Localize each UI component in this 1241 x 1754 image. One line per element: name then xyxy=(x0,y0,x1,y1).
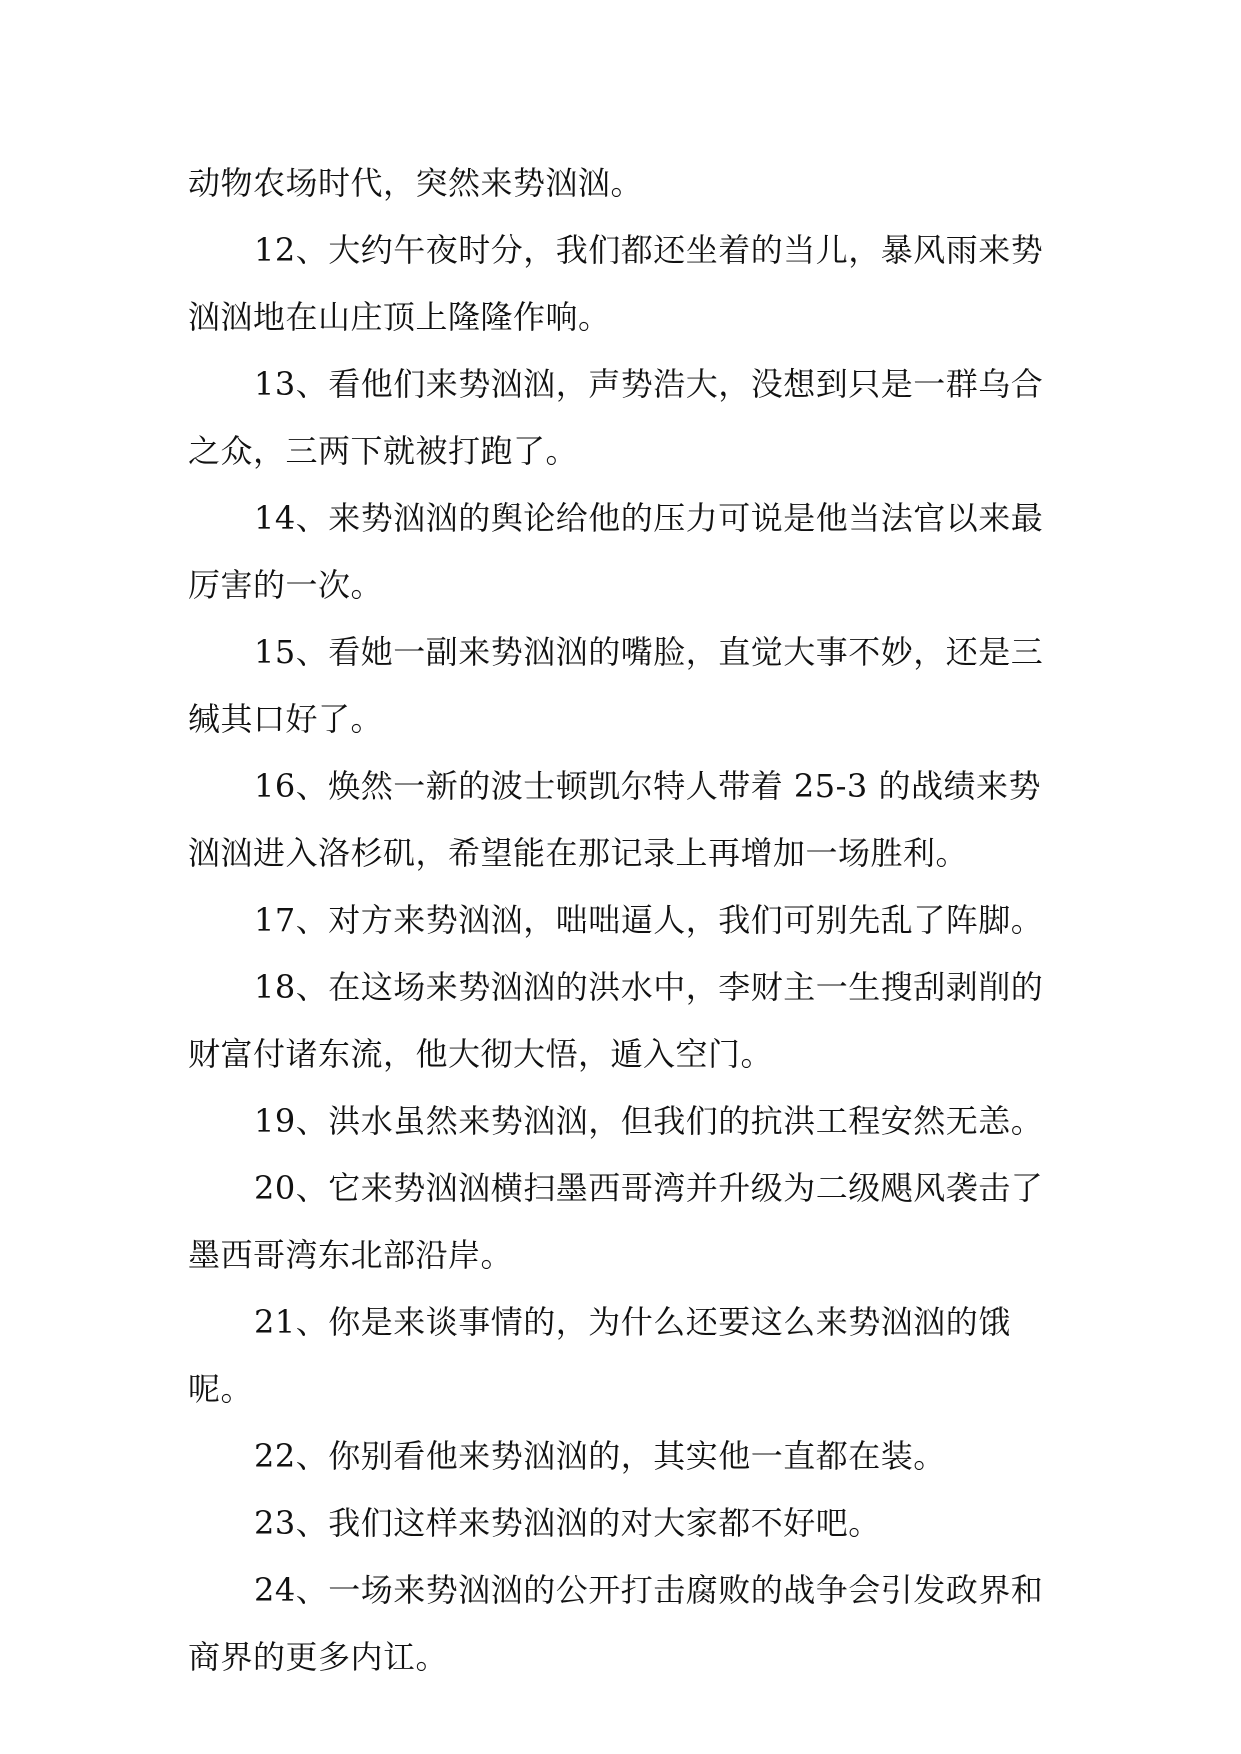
paragraph-item-24: 24、一场来势汹汹的公开打击腐败的战争会引发政界和商界的更多内讧。 xyxy=(188,1571,1044,1676)
paragraph-item-12: 12、大约午夜时分，我们都还坐着的当儿，暴风雨来势汹汹地在山庄顶上隆隆作响。 xyxy=(188,231,1044,336)
paragraph-item-16: 16、焕然一新的波士顿凯尔特人带着 25-3 的战绩来势汹汹进入洛杉矶，希望能在那记录上再增加一场胜利。 xyxy=(188,767,1041,872)
paragraph-item-13: 13、看他们来势汹汹，声势浩大，没想到只是一群乌合之众，三两下就被打跑了。 xyxy=(188,365,1044,470)
paragraph-continuation: 动物农场时代，突然来势汹汹。 xyxy=(188,164,644,202)
paragraph-item-19: 19、洪水虽然来势汹汹，但我们的抗洪工程安然无恙。 xyxy=(254,1102,1044,1140)
paragraph-item-20: 20、它来势汹汹横扫墨西哥湾并升级为二级飓风袭击了墨西哥湾东北部沿岸。 xyxy=(188,1169,1044,1274)
paragraph-item-15: 15、看她一副来势汹汹的嘴脸，直觉大事不妙，还是三缄其口好了。 xyxy=(188,633,1044,738)
paragraph-item-14: 14、来势汹汹的舆论给他的压力可说是他当法官以来最厉害的一次。 xyxy=(188,499,1044,604)
paragraph-item-21: 21、你是来谈事情的，为什么还要这么来势汹汹的饿呢。 xyxy=(188,1303,1011,1408)
document-body xyxy=(188,150,1058,1691)
paragraph-item-18: 18、在这场来势汹汹的洪水中，李财主一生搜刮剥削的财富付诸东流，他大彻大悟，遁入空门。 xyxy=(188,968,1044,1073)
paragraph-item-17: 17、对方来势汹汹，咄咄逼人，我们可别先乱了阵脚。 xyxy=(254,901,1044,939)
paragraph-item-22: 22、你别看他来势汹汹的，其实他一直都在装。 xyxy=(254,1437,946,1475)
paragraph-item-23: 23、我们这样来势汹汹的对大家都不好吧。 xyxy=(254,1504,881,1542)
